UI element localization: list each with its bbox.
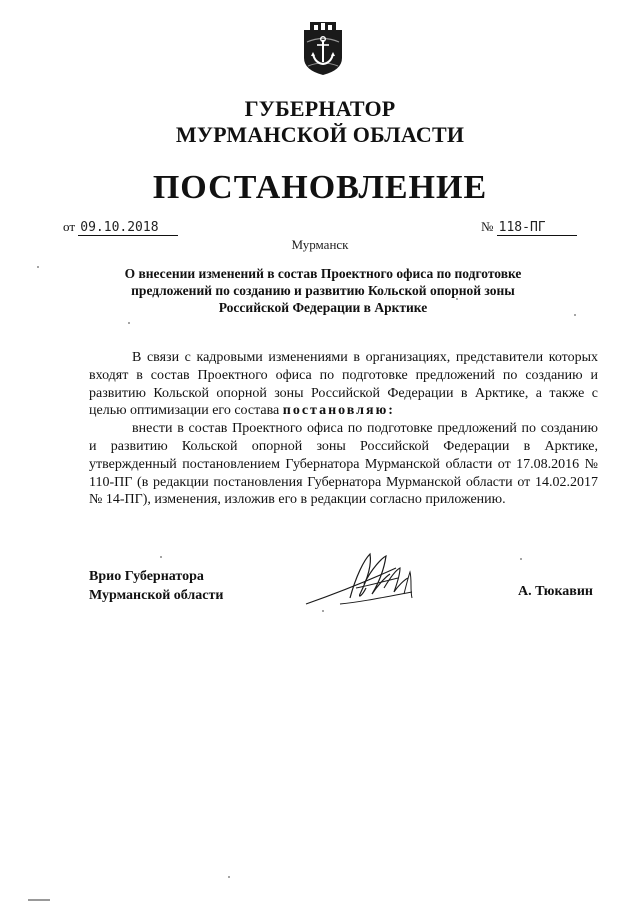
scan-speck	[228, 876, 230, 878]
signer-name: А. Тюкавин	[518, 584, 593, 599]
body-paragraph-2: внести в состав Проектного офиса по подготовке предложений по созданию и развитию Кольской опорной зоны Российской Федерации в Арктике, утвержденный постановлением Губернатора Мурманской области от 17.08.2016 № 110-ПГ (в редакции постановления Губернатора Мурманской области от 14.02.2017 № 14-ПГ), изменения, изложив его в редакции согласно приложению.	[89, 421, 598, 508]
scan-speck	[322, 610, 324, 612]
scan-mark	[28, 899, 50, 901]
signer-position-line-1: Врио Губернатора	[89, 569, 204, 584]
scan-speck	[37, 266, 39, 268]
date-prefix: от	[63, 219, 76, 234]
subject-line-3: Российской Федерации в Арктике	[218, 300, 428, 315]
decree-keyword: постановляю:	[282, 403, 395, 419]
date-value: 09.10.2018	[78, 220, 178, 236]
governor-title	[0, 96, 640, 148]
date-field	[63, 219, 178, 236]
number-value: 118-ПГ	[497, 220, 577, 236]
document-subject	[110, 265, 536, 316]
paragraph-1-text: В связи с кадровыми изменениями в организациях, представители которых входят в состав Проектного офиса по подготовке предложений по созданию и развитию Кольской опорной зоны Российской Федерации в Арктике, а также с целью оптимизации его состава	[89, 350, 598, 419]
scan-speck	[520, 558, 522, 560]
handwritten-signature-icon	[300, 548, 430, 610]
coat-of-arms-icon	[302, 20, 344, 76]
scan-speck	[574, 314, 576, 316]
scan-speck	[128, 322, 130, 324]
number-prefix: №	[481, 219, 494, 234]
scan-speck	[160, 556, 162, 558]
scan-speck	[456, 298, 458, 300]
body-paragraph-1	[89, 349, 598, 420]
number-field	[481, 219, 577, 236]
title-line-1: ГУБЕРНАТОР	[244, 96, 396, 121]
document-body	[89, 349, 598, 509]
signer-position-line-2: Мурманской области	[89, 588, 224, 603]
document-type: ПОСТАНОВЛЕНИЕ	[152, 169, 488, 206]
title-line-2: МУРМАНСКОЙ ОБЛАСТИ	[175, 122, 465, 147]
subject-line-1: О внесении изменений в состав Проектного офиса по подготовке	[124, 266, 522, 281]
signer-position	[89, 567, 223, 605]
city: Мурманск	[291, 237, 349, 252]
subject-line-2: предложений по созданию и развитию Кольской опорной зоны	[131, 283, 515, 298]
